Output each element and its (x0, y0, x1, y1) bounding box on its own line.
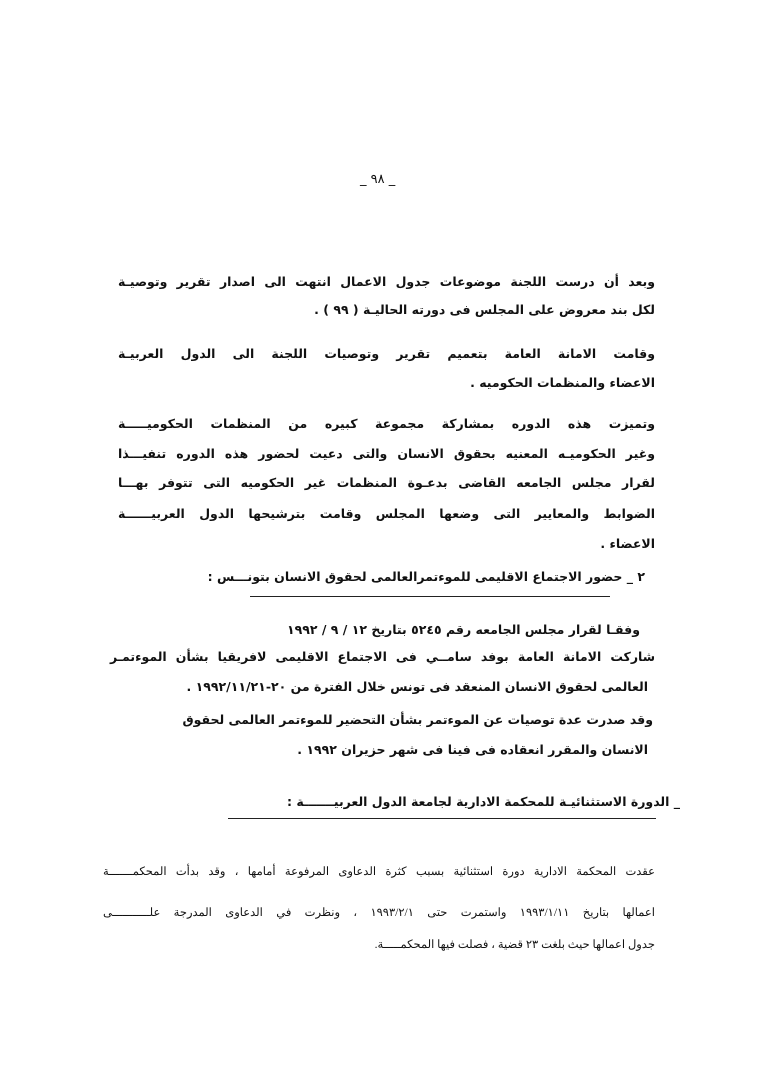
paragraph-line: وبعد أن درست اللجنة موضوعات جدول الاعمال انتهت الى اصدار تقرير وتوصيـة (118, 274, 655, 289)
section-heading: _ الدورة الاستثنائيـة للمحكمة الادارية لجامعة الدول العربيـــــــة : (287, 794, 680, 809)
section-line: اعمالها بتاريخ ١٩٩٣/١/١١ واستمرت حتى ١٩٩٣/٢/١ ، ونظرت في الدعاوى المدرجة علـــــــــــى (103, 907, 655, 919)
section-line: الانسان والمقرر انعقاده فى فينا فى شهر حزيران ١٩٩٢ . (297, 742, 648, 757)
heading-underline (250, 596, 610, 597)
page-number: _ ٩٨ _ (360, 172, 396, 187)
paragraph-line: لقرار مجلس الجامعه القاضى بدعـوة المنظمات غير الحكوميه التى تتوفر بهـــا (118, 475, 655, 490)
section-line: وقد صدرت عدة توصيات عن الموءتمر بشأن التحضير للموءتمر العالمى لحقوق (182, 712, 653, 727)
heading-underline (228, 818, 656, 819)
paragraph-line: الاعضاء والمنظمات الحكوميه . (470, 375, 655, 390)
section-line: وفقـا لقرار مجلس الجامعه رقم ٥٢٤٥ بتاريخ ١٢ / ٩ / ١٩٩٢ (286, 622, 640, 637)
paragraph-line: الضوابط والمعايير التى وضعها المجلس وقامت بترشيحها الدول العربيــــــة (118, 506, 655, 521)
section-line: شاركت الامانة العامة بوفد سامــي فى الاجتماع الاقليمى لافريقيا بشأن الموءتمـر (110, 649, 655, 664)
section-line: العالمى لحقوق الانسان المنعقد فى تونس خلال الفترة من ٢٠-١٩٩٢/١١/٢١ . (186, 679, 648, 694)
paragraph-line: وغير الحكوميـه المعنيه بحقوق الانسان والتى دعيت لحضور هذه الدوره تنفيـــذا (118, 446, 655, 461)
paragraph-line: لكل بند معروض على المجلس فى دورته الحاليـة ( ٩٩ ) . (314, 302, 655, 317)
section-heading: ٢ _ حضور الاجتماع الاقليمى للموءتمرالعالمى لحقوق الانسان بتونـــس : (207, 569, 645, 584)
section-line: جدول اعمالها حيث بلغت ٢٣ قضية ، فصلت فيها المحكمـــــة. (374, 939, 655, 951)
section-line: عقدت المحكمة الادارية دورة استثنائية بسبب كثرة الدعاوى المرفوعة أمامها ، وقد بدأت المحكمـــــــة (103, 866, 655, 878)
paragraph-line: الاعضاء . (600, 536, 655, 551)
paragraph-line: وقامت الامانة العامة بتعميم تقرير وتوصيات اللجنة الى الدول العربيـة (118, 346, 655, 361)
paragraph-line: وتميزت هذه الدوره بمشاركة مجموعة كبيره من المنظمات الحكوميـــــة (118, 416, 655, 431)
